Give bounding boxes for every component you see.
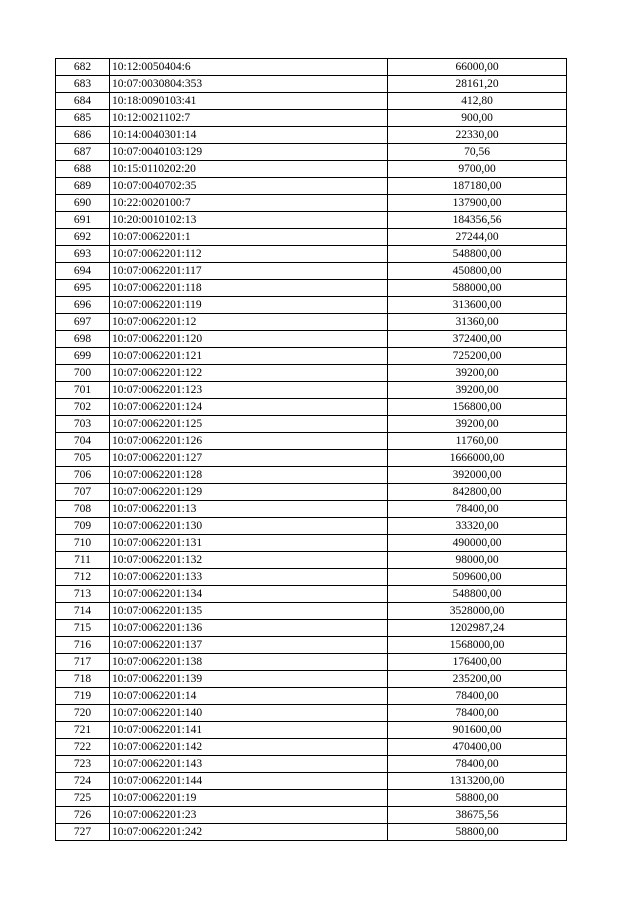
cadastral-number-cell: 10:07:0062201:242 [110,824,388,841]
table-row [56,229,567,246]
table-row [56,705,567,722]
cadastral-number-cell: 10:07:0062201:13 [110,501,388,518]
amount-cell: 588000,00 [388,280,567,297]
row-number-cell: 719 [56,688,110,705]
row-number-cell: 705 [56,450,110,467]
row-number-cell: 685 [56,110,110,127]
cadastral-number-cell: 10:07:0062201:141 [110,722,388,739]
land-plots-table [55,58,567,841]
amount-cell: 70,56 [388,144,567,161]
cadastral-number-cell: 10:07:0062201:131 [110,535,388,552]
row-number-cell: 682 [56,59,110,76]
row-number-cell: 684 [56,93,110,110]
amount-cell: 1568000,00 [388,637,567,654]
amount-cell: 842800,00 [388,484,567,501]
amount-cell: 78400,00 [388,688,567,705]
cadastral-number-cell: 10:07:0062201:23 [110,807,388,824]
cadastral-number-cell: 10:07:0040702:35 [110,178,388,195]
table-body [56,59,567,841]
row-number-cell: 698 [56,331,110,348]
table-row [56,59,567,76]
row-number-cell: 686 [56,127,110,144]
table-row [56,178,567,195]
table-row [56,416,567,433]
table-row [56,739,567,756]
amount-cell: 548800,00 [388,586,567,603]
amount-cell: 39200,00 [388,365,567,382]
amount-cell: 470400,00 [388,739,567,756]
amount-cell: 58800,00 [388,824,567,841]
amount-cell: 156800,00 [388,399,567,416]
row-number-cell: 721 [56,722,110,739]
amount-cell: 450800,00 [388,263,567,280]
row-number-cell: 720 [56,705,110,722]
cadastral-number-cell: 10:18:0090103:41 [110,93,388,110]
cadastral-number-cell: 10:07:0062201:19 [110,790,388,807]
table-row [56,807,567,824]
cadastral-number-cell: 10:07:0062201:128 [110,467,388,484]
row-number-cell: 693 [56,246,110,263]
row-number-cell: 701 [56,382,110,399]
amount-cell: 235200,00 [388,671,567,688]
row-number-cell: 687 [56,144,110,161]
row-number-cell: 691 [56,212,110,229]
row-number-cell: 700 [56,365,110,382]
cadastral-number-cell: 10:07:0062201:127 [110,450,388,467]
amount-cell: 187180,00 [388,178,567,195]
cadastral-number-cell: 10:15:0110202:20 [110,161,388,178]
amount-cell: 372400,00 [388,331,567,348]
table-row [56,620,567,637]
cadastral-number-cell: 10:07:0062201:135 [110,603,388,620]
row-number-cell: 683 [56,76,110,93]
table-row [56,212,567,229]
cadastral-number-cell: 10:20:0010102:13 [110,212,388,229]
amount-cell: 313600,00 [388,297,567,314]
cadastral-number-cell: 10:07:0062201:138 [110,654,388,671]
amount-cell: 725200,00 [388,348,567,365]
row-number-cell: 718 [56,671,110,688]
amount-cell: 900,00 [388,110,567,127]
amount-cell: 1666000,00 [388,450,567,467]
row-number-cell: 694 [56,263,110,280]
table-row [56,110,567,127]
table-row [56,195,567,212]
cadastral-number-cell: 10:07:0062201:136 [110,620,388,637]
row-number-cell: 704 [56,433,110,450]
row-number-cell: 725 [56,790,110,807]
table-row [56,399,567,416]
cadastral-number-cell: 10:07:0062201:120 [110,331,388,348]
row-number-cell: 727 [56,824,110,841]
amount-cell: 548800,00 [388,246,567,263]
cadastral-number-cell: 10:07:0062201:140 [110,705,388,722]
cadastral-number-cell: 10:07:0062201:129 [110,484,388,501]
row-number-cell: 724 [56,773,110,790]
row-number-cell: 710 [56,535,110,552]
row-number-cell: 688 [56,161,110,178]
cadastral-number-cell: 10:07:0062201:130 [110,518,388,535]
amount-cell: 28161,20 [388,76,567,93]
table-row [56,297,567,314]
table-row [56,314,567,331]
cadastral-number-cell: 10:07:0062201:121 [110,348,388,365]
amount-cell: 39200,00 [388,382,567,399]
amount-cell: 58800,00 [388,790,567,807]
cadastral-number-cell: 10:07:0062201:125 [110,416,388,433]
amount-cell: 78400,00 [388,501,567,518]
table-row [56,467,567,484]
amount-cell: 39200,00 [388,416,567,433]
amount-cell: 33320,00 [388,518,567,535]
table-row [56,93,567,110]
amount-cell: 509600,00 [388,569,567,586]
amount-cell: 1202987,24 [388,620,567,637]
row-number-cell: 717 [56,654,110,671]
cadastral-number-cell: 10:07:0062201:122 [110,365,388,382]
row-number-cell: 695 [56,280,110,297]
row-number-cell: 716 [56,637,110,654]
row-number-cell: 702 [56,399,110,416]
cadastral-number-cell: 10:07:0062201:133 [110,569,388,586]
table-row [56,790,567,807]
cadastral-number-cell: 10:07:0062201:134 [110,586,388,603]
row-number-cell: 711 [56,552,110,569]
table-row [56,671,567,688]
amount-cell: 3528000,00 [388,603,567,620]
table-row [56,654,567,671]
table-row [56,552,567,569]
row-number-cell: 713 [56,586,110,603]
row-number-cell: 697 [56,314,110,331]
cadastral-number-cell: 10:07:0062201:137 [110,637,388,654]
table-row [56,280,567,297]
table-row [56,144,567,161]
amount-cell: 490000,00 [388,535,567,552]
row-number-cell: 707 [56,484,110,501]
table-row [56,484,567,501]
table-row [56,382,567,399]
amount-cell: 78400,00 [388,756,567,773]
cadastral-number-cell: 10:07:0062201:139 [110,671,388,688]
amount-cell: 9700,00 [388,161,567,178]
table-row [56,348,567,365]
row-number-cell: 708 [56,501,110,518]
cadastral-number-cell: 10:07:0062201:112 [110,246,388,263]
amount-cell: 11760,00 [388,433,567,450]
amount-cell: 412,80 [388,93,567,110]
table-row [56,365,567,382]
table-row [56,603,567,620]
amount-cell: 27244,00 [388,229,567,246]
table-row [56,586,567,603]
table-row [56,450,567,467]
amount-cell: 901600,00 [388,722,567,739]
row-number-cell: 699 [56,348,110,365]
cadastral-number-cell: 10:07:0062201:1 [110,229,388,246]
cadastral-number-cell: 10:07:0062201:144 [110,773,388,790]
cadastral-number-cell: 10:07:0062201:14 [110,688,388,705]
cadastral-number-cell: 10:07:0040103:129 [110,144,388,161]
cadastral-number-cell: 10:14:0040301:14 [110,127,388,144]
table-row [56,501,567,518]
cadastral-number-cell: 10:22:0020100:7 [110,195,388,212]
table-row [56,637,567,654]
cadastral-number-cell: 10:07:0062201:12 [110,314,388,331]
amount-cell: 1313200,00 [388,773,567,790]
amount-cell: 66000,00 [388,59,567,76]
table-row [56,433,567,450]
row-number-cell: 726 [56,807,110,824]
amount-cell: 38675,56 [388,807,567,824]
row-number-cell: 690 [56,195,110,212]
cadastral-number-cell: 10:07:0062201:117 [110,263,388,280]
amount-cell: 78400,00 [388,705,567,722]
cadastral-number-cell: 10:07:0062201:119 [110,297,388,314]
table-row [56,688,567,705]
row-number-cell: 689 [56,178,110,195]
cadastral-number-cell: 10:07:0062201:143 [110,756,388,773]
cadastral-number-cell: 10:07:0030804:353 [110,76,388,93]
row-number-cell: 722 [56,739,110,756]
amount-cell: 176400,00 [388,654,567,671]
row-number-cell: 692 [56,229,110,246]
table-row [56,535,567,552]
table-row [56,518,567,535]
table-row [56,161,567,178]
amount-cell: 22330,00 [388,127,567,144]
table-row [56,331,567,348]
table-row [56,127,567,144]
row-number-cell: 696 [56,297,110,314]
table-row [56,76,567,93]
amount-cell: 31360,00 [388,314,567,331]
cadastral-number-cell: 10:07:0062201:123 [110,382,388,399]
table-row [56,722,567,739]
table-row [56,824,567,841]
row-number-cell: 712 [56,569,110,586]
amount-cell: 184356,56 [388,212,567,229]
row-number-cell: 723 [56,756,110,773]
row-number-cell: 703 [56,416,110,433]
cadastral-number-cell: 10:12:0050404:6 [110,59,388,76]
amount-cell: 137900,00 [388,195,567,212]
cadastral-number-cell: 10:07:0062201:132 [110,552,388,569]
row-number-cell: 706 [56,467,110,484]
cadastral-number-cell: 10:07:0062201:118 [110,280,388,297]
table-row [56,263,567,280]
cadastral-number-cell: 10:07:0062201:126 [110,433,388,450]
table-row [56,569,567,586]
amount-cell: 98000,00 [388,552,567,569]
cadastral-number-cell: 10:07:0062201:124 [110,399,388,416]
row-number-cell: 715 [56,620,110,637]
row-number-cell: 709 [56,518,110,535]
row-number-cell: 714 [56,603,110,620]
table-row [56,773,567,790]
cadastral-number-cell: 10:07:0062201:142 [110,739,388,756]
amount-cell: 392000,00 [388,467,567,484]
cadastral-number-cell: 10:12:0021102:7 [110,110,388,127]
table-row [56,756,567,773]
table-row [56,246,567,263]
